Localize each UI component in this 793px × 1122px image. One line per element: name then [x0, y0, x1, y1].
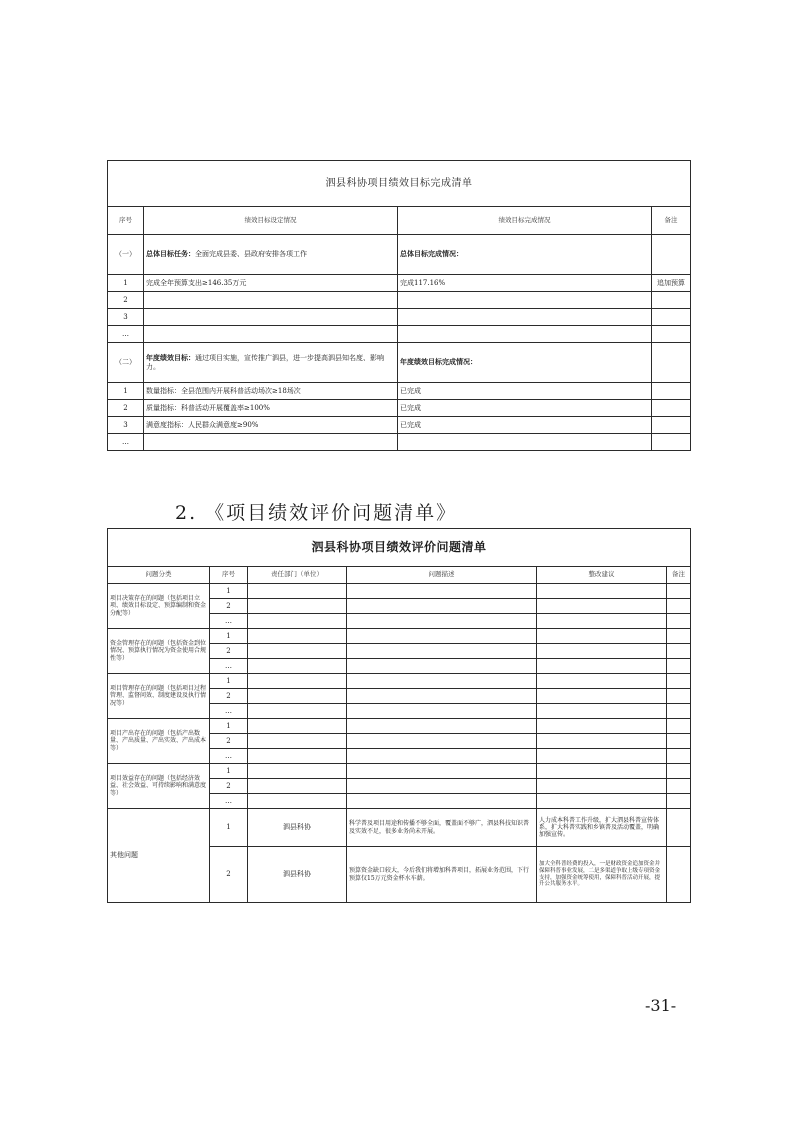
- problem-no: …: [210, 749, 248, 764]
- table1-row-set: [144, 400, 398, 417]
- table1-row-no: 1: [108, 383, 144, 400]
- advice-cell: [537, 674, 667, 689]
- set-label: 满意度指标：: [146, 420, 188, 429]
- dept-cell: [248, 749, 347, 764]
- section-heading: 2. 《项目绩效评价问题清单》: [175, 502, 458, 524]
- problem-no: 1: [210, 809, 248, 847]
- set-text: 全县范围内开展科普活动场次≥18场次: [181, 386, 301, 395]
- note-cell: [667, 719, 691, 734]
- table1-row-done: 已完成: [398, 417, 652, 434]
- problem-no: …: [210, 614, 248, 629]
- dept-cell: [248, 794, 347, 809]
- desc-cell: [347, 659, 537, 674]
- advice-cell: [537, 719, 667, 734]
- table2-header-dept: 责任部门（单位）: [248, 567, 347, 584]
- table1-row-set: [144, 434, 398, 451]
- desc-cell: 预算资金缺口较大，今后我们将增加科普项目，拓展业务范围，下行预算仅15万元资金杯水车薪。: [347, 847, 537, 903]
- dept-cell: [248, 659, 347, 674]
- table1-row-done: [398, 326, 652, 343]
- problem-category: 项目产出存在的问题（包括产出数量、产出质量、产出实效、产出成本等）: [108, 719, 210, 764]
- table2-header-desc: 问题描述: [347, 567, 537, 584]
- dept-cell: [248, 614, 347, 629]
- advice-cell: [537, 599, 667, 614]
- table1-row-no: （一）: [108, 235, 144, 275]
- desc-cell: [347, 689, 537, 704]
- dept-cell: [248, 599, 347, 614]
- problem-category: 资金管理存在的问题（包括资金到位情况、预算执行情况为资金使用合规性等）: [108, 629, 210, 674]
- note-cell: [667, 779, 691, 794]
- table1-row-done: [398, 343, 652, 383]
- note-cell: [667, 764, 691, 779]
- table1-row-no: 3: [108, 309, 144, 326]
- desc-cell: [347, 794, 537, 809]
- problem-no: 1: [210, 719, 248, 734]
- advice-cell: [537, 584, 667, 599]
- problem-category: 项目效益存在的问题（包括经济效益、社会效益、可持续影响和满意度等）: [108, 764, 210, 809]
- problem-category: 项目管理存在的问题（包括项目过程管理、监督问效、制度建设及执行情况等）: [108, 674, 210, 719]
- table2-header-advice: 整改建议: [537, 567, 667, 584]
- desc-cell: [347, 734, 537, 749]
- performance-target-table: [107, 160, 691, 451]
- note-cell: [667, 584, 691, 599]
- desc-cell: [347, 614, 537, 629]
- advice-cell: [537, 704, 667, 719]
- table1-row-done: 已完成: [398, 383, 652, 400]
- table1-row-set: [144, 326, 398, 343]
- set-label: 总体目标任务：: [146, 249, 195, 259]
- set-text: 通过项目实施，宣传推广泗县，进一步提高泗县知名度、影响力。: [146, 354, 384, 371]
- dept-cell: [248, 689, 347, 704]
- table1-row-done: 完成117.16%: [398, 275, 652, 292]
- dept-cell: 泗县科协: [248, 809, 347, 847]
- dept-cell: [248, 629, 347, 644]
- dept-cell: 泗县科协: [248, 847, 347, 903]
- done-label: 年度绩效目标完成情况：: [400, 357, 477, 367]
- problem-no: …: [210, 704, 248, 719]
- advice-cell: [537, 659, 667, 674]
- table1-row-note: [652, 235, 691, 275]
- set-text: 人民群众满意度≥90%: [188, 420, 259, 429]
- table1-row-no: 2: [108, 292, 144, 309]
- note-cell: [667, 599, 691, 614]
- done-label: 总体目标完成情况：: [400, 249, 463, 259]
- problem-no: 1: [210, 584, 248, 599]
- advice-cell: [537, 629, 667, 644]
- table1-row-no: …: [108, 434, 144, 451]
- table1-row-no: （二）: [108, 343, 144, 383]
- problem-category: 项目决策存在的问题（包括项目立项、绩效目标设定、预算编制和资金分配等）: [108, 584, 210, 629]
- desc-cell: [347, 599, 537, 614]
- dept-cell: [248, 734, 347, 749]
- table1-row-set: [144, 309, 398, 326]
- note-cell: [667, 674, 691, 689]
- table1-row-done: [398, 434, 652, 451]
- table2-header-no: 序号: [210, 567, 248, 584]
- desc-cell: [347, 584, 537, 599]
- note-cell: [667, 629, 691, 644]
- table1-row-note: [652, 292, 691, 309]
- table1-row-note: [652, 434, 691, 451]
- table1-row-note: [652, 309, 691, 326]
- desc-cell: [347, 764, 537, 779]
- set-text: 科普活动开展覆盖率≥100%: [181, 403, 270, 412]
- advice-cell: [537, 779, 667, 794]
- note-cell: [667, 734, 691, 749]
- table1-row-done: [398, 235, 652, 275]
- table1-row-set: [144, 383, 398, 400]
- set-label: 年度绩效目标：: [146, 353, 195, 363]
- advice-cell: 加大全科普经费的投入，一是财政资金追加资金并保障科普事业发展，二是多渠道争取上级专项资金支持，加强资金统筹使用，保障科普活动开展，提升公共服务水平。: [537, 847, 667, 903]
- note-cell: [667, 794, 691, 809]
- page-number: -31-: [645, 996, 677, 1015]
- table1-header-note: 备注: [652, 207, 691, 235]
- table1-row-note: [652, 400, 691, 417]
- problem-no: …: [210, 794, 248, 809]
- table1-header-no: 序号: [108, 207, 144, 235]
- advice-cell: [537, 644, 667, 659]
- table2-title: 泗县科协项目绩效评价问题清单: [108, 529, 691, 567]
- problem-no: 1: [210, 674, 248, 689]
- note-cell: [667, 749, 691, 764]
- table1-row-set: [144, 235, 398, 275]
- table1-row-note: [652, 383, 691, 400]
- dept-cell: [248, 704, 347, 719]
- dept-cell: [248, 644, 347, 659]
- desc-cell: [347, 674, 537, 689]
- problem-no: 2: [210, 689, 248, 704]
- problem-list-table: [107, 528, 691, 903]
- problem-no: 1: [210, 764, 248, 779]
- table1-row-set: [144, 343, 398, 383]
- table2-header-category: 问题分类: [108, 567, 210, 584]
- dept-cell: [248, 584, 347, 599]
- desc-cell: [347, 644, 537, 659]
- problem-no: 2: [210, 644, 248, 659]
- advice-cell: [537, 794, 667, 809]
- problem-no: …: [210, 659, 248, 674]
- dept-cell: [248, 719, 347, 734]
- advice-cell: [537, 764, 667, 779]
- table1-row-done: 已完成: [398, 400, 652, 417]
- problem-no: 1: [210, 629, 248, 644]
- note-cell: [667, 704, 691, 719]
- problem-no: 2: [210, 599, 248, 614]
- table1-row-no: 2: [108, 400, 144, 417]
- table1-row-set: 完成全年预算支出≥146.35万元: [144, 275, 398, 292]
- table1-header-set: 绩效目标设定情况: [144, 207, 398, 235]
- note-cell: [667, 644, 691, 659]
- set-label: 质量指标：: [146, 403, 181, 412]
- table1-row-done: [398, 309, 652, 326]
- table1-row-set: [144, 417, 398, 434]
- desc-cell: 科学普及项目用途和传播不够全面，覆盖面不够广，泗县科技知识普及实效不足，很多业务尚未开展。: [347, 809, 537, 847]
- desc-cell: [347, 629, 537, 644]
- table1-row-no: …: [108, 326, 144, 343]
- note-cell: [667, 659, 691, 674]
- problem-no: 2: [210, 779, 248, 794]
- dept-cell: [248, 764, 347, 779]
- advice-cell: [537, 689, 667, 704]
- advice-cell: [537, 749, 667, 764]
- table2-header-note: 备注: [667, 567, 691, 584]
- note-cell: [667, 809, 691, 847]
- note-cell: [667, 614, 691, 629]
- table1-row-note: [652, 417, 691, 434]
- advice-cell: [537, 614, 667, 629]
- table1-row-note: [652, 343, 691, 383]
- table1-header-done: 绩效目标完成情况: [398, 207, 652, 235]
- table1-row-note: [652, 326, 691, 343]
- table1-row-note: 追加预算: [652, 275, 691, 292]
- desc-cell: [347, 749, 537, 764]
- table1-row-no: 3: [108, 417, 144, 434]
- table1-row-no: 1: [108, 275, 144, 292]
- desc-cell: [347, 719, 537, 734]
- problem-no: 2: [210, 847, 248, 903]
- desc-cell: [347, 704, 537, 719]
- dept-cell: [248, 674, 347, 689]
- advice-cell: 人力成本科普工作升级，扩大泗县科普宣传体系，扩大科普实践和乡镇普及活动覆盖，明确加强宣传。: [537, 809, 667, 847]
- note-cell: [667, 847, 691, 903]
- desc-cell: [347, 779, 537, 794]
- advice-cell: [537, 734, 667, 749]
- set-label: 数量指标：: [146, 386, 181, 395]
- note-cell: [667, 689, 691, 704]
- set-text: 全面完成县委、县政府安排各项工作: [195, 250, 307, 259]
- table1-title: 泗县科协项目绩效目标完成清单: [108, 161, 691, 207]
- problem-category-other: 其他问题: [108, 809, 210, 903]
- problem-no: 2: [210, 734, 248, 749]
- table1-row-done: [398, 292, 652, 309]
- table1-row-set: [144, 292, 398, 309]
- dept-cell: [248, 779, 347, 794]
